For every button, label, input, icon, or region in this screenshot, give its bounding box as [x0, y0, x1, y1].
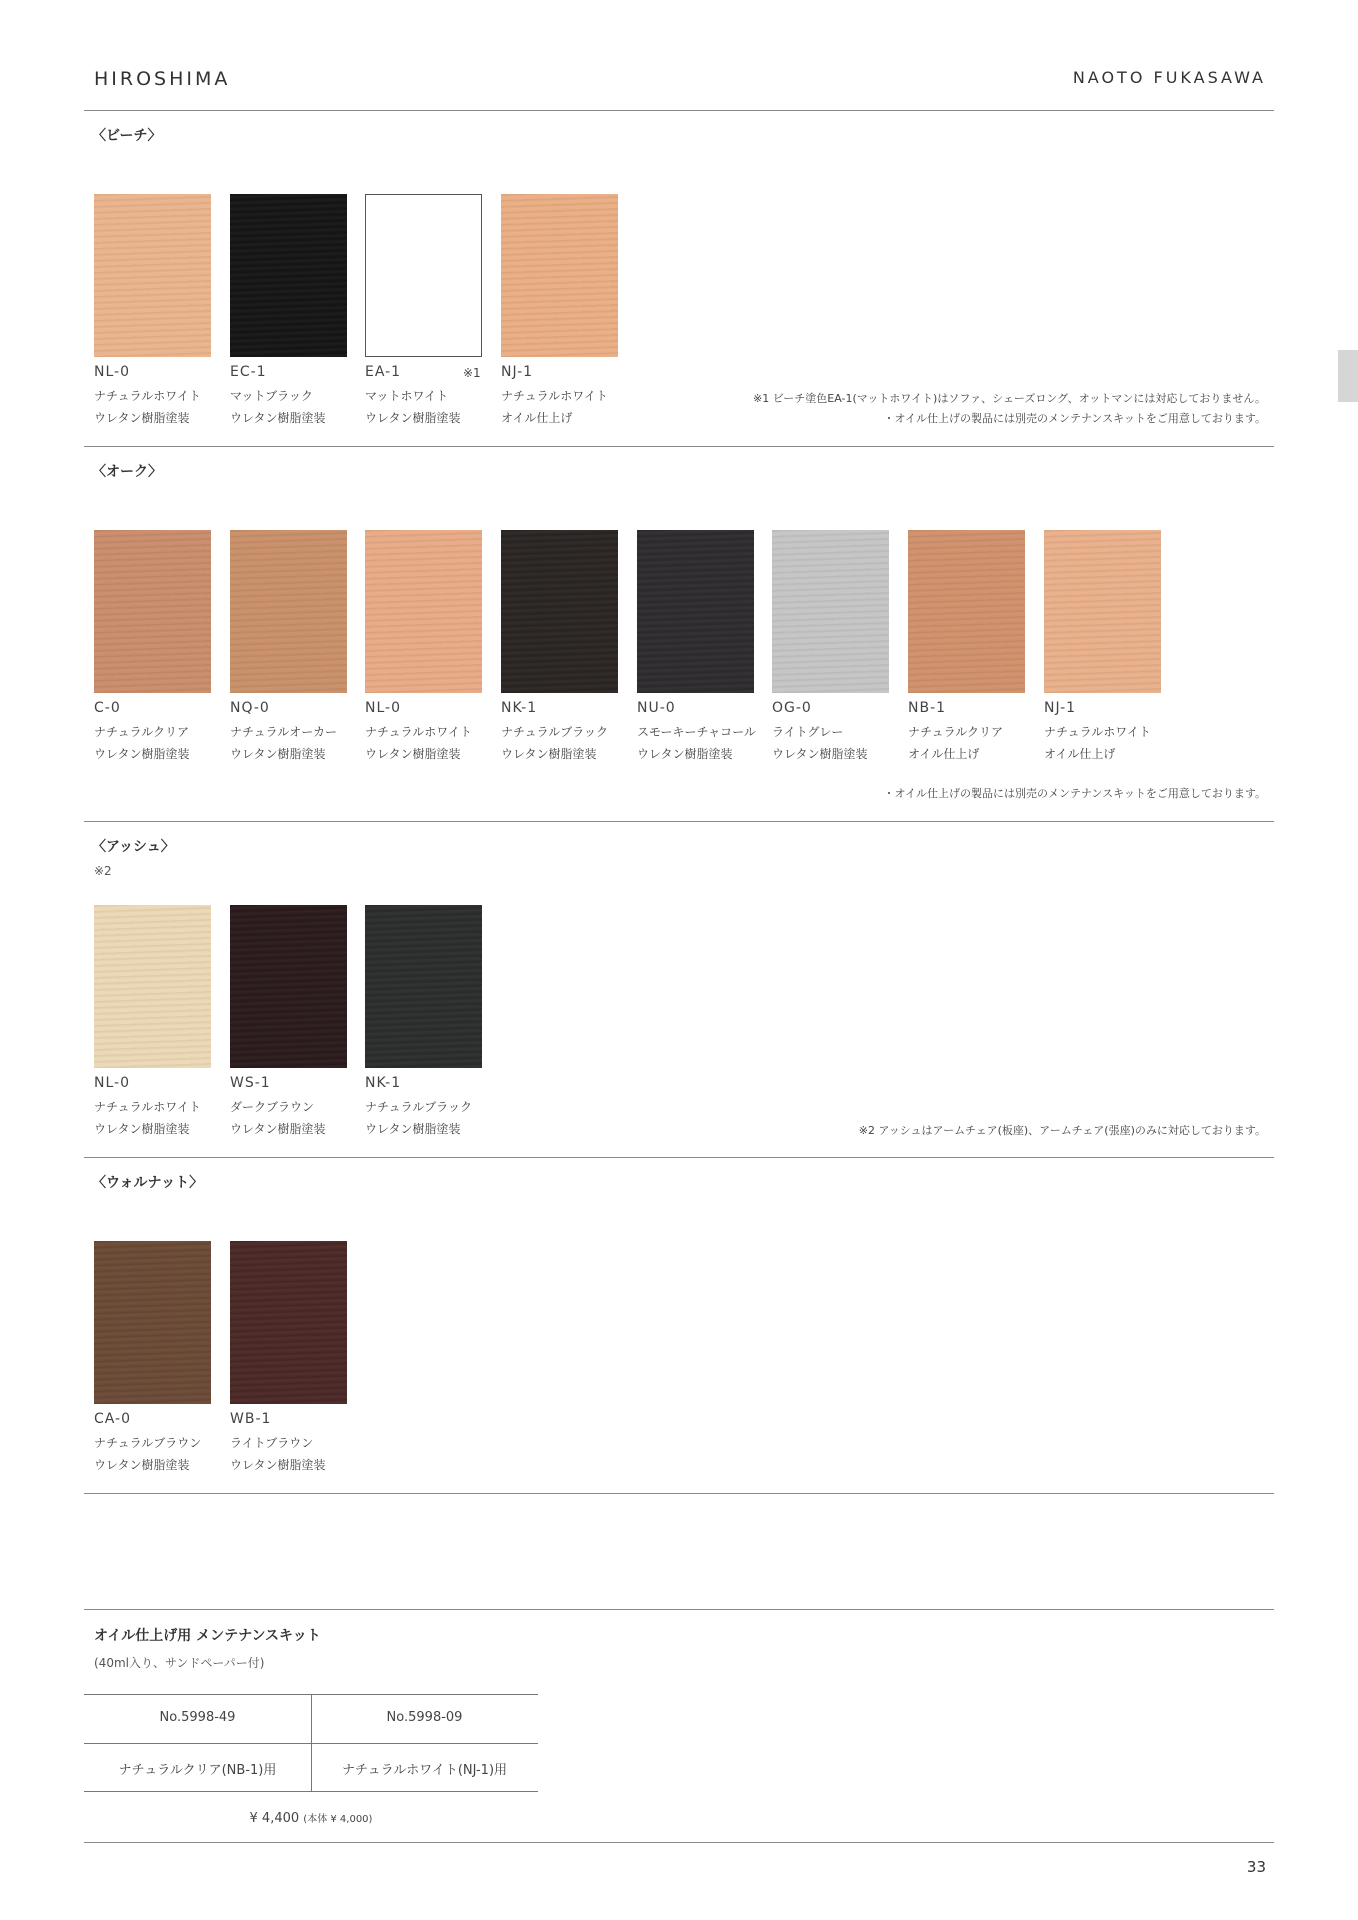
swatch-beech-nj-1: [501, 194, 618, 357]
swatch-name: ライトグレー: [772, 725, 844, 739]
swatch-finish: オイル仕上げ: [1044, 747, 1116, 761]
swatch-code: NL-0: [94, 364, 130, 380]
side-index-tab: [1338, 350, 1358, 402]
swatch-name: ナチュラルホワイト: [501, 389, 608, 403]
swatch-oak-c-0: [94, 530, 211, 693]
swatch-name: ナチュラルホワイト: [365, 725, 472, 739]
swatch-code: EC-1: [230, 364, 267, 380]
swatch-name: ナチュラルクリア: [908, 725, 1004, 739]
swatch-code: WS-1: [230, 1075, 271, 1091]
swatch-code: OG-0: [772, 700, 812, 716]
swatch-oak-nq-0: [230, 530, 347, 693]
swatch-beech-ea-1: [365, 194, 482, 357]
swatch-finish: ウレタン樹脂塗装: [772, 747, 868, 761]
swatch-name: ナチュラルオーカー: [230, 725, 338, 739]
swatch-oak-og-0: [772, 530, 889, 693]
swatch-finish: オイル仕上げ: [501, 411, 573, 425]
swatch-finish: ウレタン樹脂塗装: [94, 411, 190, 425]
swatch-beech-nl-0: [94, 194, 211, 357]
swatch-name: ナチュラルクリア: [94, 725, 190, 739]
swatch-finish: ウレタン樹脂塗装: [230, 747, 326, 761]
price-value: ¥ 4,400: [249, 1811, 300, 1826]
swatch-ash-nl-0: [94, 905, 211, 1068]
brand-title: HIROSHIMA: [94, 68, 231, 90]
swatch-name: ナチュラルブラウン: [94, 1436, 202, 1450]
swatch-finish: ウレタン樹脂塗装: [365, 1122, 461, 1136]
swatch-finish: ウレタン樹脂塗装: [230, 1458, 326, 1472]
swatch-name: ライトブラウン: [230, 1436, 314, 1450]
swatch-finish: ウレタン樹脂塗装: [637, 747, 733, 761]
swatch-code: NJ-1: [1044, 700, 1077, 716]
swatch-finish: ウレタン樹脂塗装: [501, 747, 597, 761]
kit-target-nj: ナチュラルホワイト(NJ-1)用: [341, 1763, 508, 1778]
swatch-code: WB-1: [230, 1411, 272, 1427]
swatch-finish: オイル仕上げ: [908, 747, 980, 761]
swatch-finish: ウレタン樹脂塗装: [94, 1458, 190, 1472]
section-title: 〈ビーチ〉: [92, 128, 162, 144]
swatch-finish: ウレタン樹脂塗装: [230, 411, 326, 425]
section-note: ※2 アッシュはアームチェア(板座)、アームチェア(張座)のみに対応しております。: [858, 1124, 1266, 1137]
swatch-oak-nj-1: [1044, 530, 1161, 693]
swatch-oak-nl-0: [365, 530, 482, 693]
section-divider: [84, 446, 1274, 447]
swatch-name: ナチュラルホワイト: [94, 1100, 201, 1114]
swatch-name: ナチュラルホワイト: [94, 389, 201, 403]
swatch-name: マットブラック: [230, 389, 313, 403]
swatch-walnut-wb-1: [230, 1241, 347, 1404]
section-footnote-mark: ※2: [94, 864, 112, 878]
swatch-code: NL-0: [94, 1075, 130, 1091]
swatch-finish: ウレタン樹脂塗装: [230, 1122, 326, 1136]
swatch-code: NJ-1: [501, 364, 534, 380]
designer-name: NAOTO FUKASAWA: [1072, 68, 1266, 87]
swatch-name: ナチュラルホワイト: [1044, 725, 1151, 739]
footnote-mark: ※1: [463, 366, 481, 380]
swatch-finish: ウレタン樹脂塗装: [94, 1122, 190, 1136]
kit-subtitle: (40ml入り、サンドペーパー付): [94, 1656, 265, 1670]
page-number: 33: [1246, 1858, 1266, 1876]
swatch-oak-nb-1: [908, 530, 1025, 693]
swatch-code: C-0: [94, 700, 121, 716]
section-note: ・オイル仕上げの製品には別売のメンテナンスキットをご用意しております。: [883, 787, 1266, 800]
kit-price: [84, 1810, 538, 1826]
section-title: 〈アッシュ〉: [92, 839, 175, 855]
swatch-name: スモーキーチャコール: [637, 725, 756, 739]
swatch-code: NK-1: [365, 1075, 402, 1091]
section-divider: [84, 1157, 1274, 1158]
section-divider: [84, 1493, 1274, 1494]
swatch-code: EA-1: [365, 364, 402, 380]
header-divider: [84, 110, 1274, 111]
swatch-oak-nk-1: [501, 530, 618, 693]
swatch-code: NB-1: [908, 700, 947, 716]
section-title: 〈ウォルナット〉: [92, 1175, 204, 1191]
swatch-code: NK-1: [501, 700, 538, 716]
swatch-ash-ws-1: [230, 905, 347, 1068]
swatch-ash-nk-1: [365, 905, 482, 1068]
kit-title: オイル仕上げ用 メンテナンスキット: [94, 1628, 321, 1644]
kit-number-nj: No.5998-09: [386, 1710, 463, 1725]
swatch-code: NL-0: [365, 700, 401, 716]
swatch-name: ナチュラルブラック: [501, 725, 609, 739]
swatch-code: NQ-0: [230, 700, 270, 716]
section-note: ・オイル仕上げの製品には別売のメンテナンスキットをご用意しております。: [883, 412, 1266, 425]
swatch-finish: ウレタン樹脂塗装: [94, 747, 190, 761]
price-note: (本体 ¥ 4,000): [303, 1814, 373, 1825]
section-note: ※1 ビーチ塗色EA-1(マットホワイト)はソファ、シェーズロング、オットマンには対応しておりません。: [753, 392, 1266, 405]
swatch-name: ダークブラウン: [230, 1100, 315, 1114]
swatch-name: ナチュラルブラック: [365, 1100, 473, 1114]
swatch-beech-ec-1: [230, 194, 347, 357]
swatch-finish: ウレタン樹脂塗装: [365, 411, 461, 425]
swatch-code: NU-0: [637, 700, 676, 716]
kit-number-nb: No.5998-49: [159, 1710, 236, 1725]
footer-divider: [84, 1842, 1274, 1843]
kit-divider: [84, 1609, 1274, 1610]
swatch-oak-nu-0: [637, 530, 754, 693]
swatch-name: マットホワイト: [365, 389, 449, 403]
swatch-walnut-ca-0: [94, 1241, 211, 1404]
swatch-finish: ウレタン樹脂塗装: [365, 747, 461, 761]
section-divider: [84, 821, 1274, 822]
kit-target-nb: ナチュラルクリア(NB-1)用: [118, 1763, 277, 1778]
section-title: 〈オーク〉: [92, 464, 162, 480]
swatch-code: CA-0: [94, 1411, 132, 1427]
